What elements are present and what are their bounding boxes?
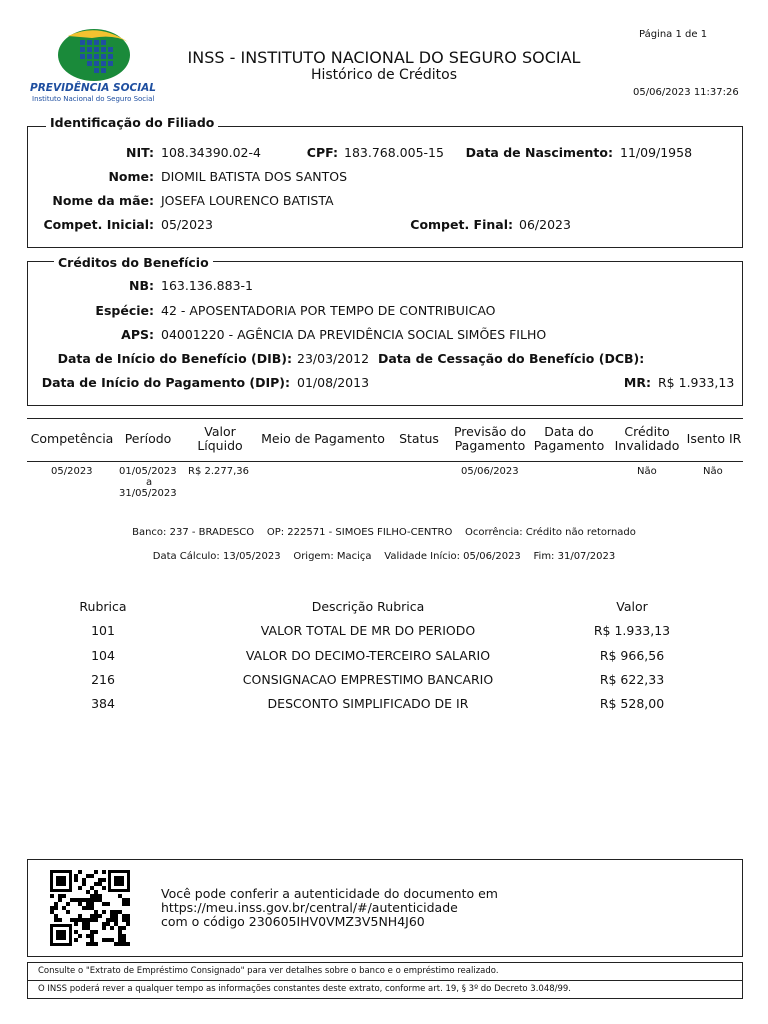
payment-info-line-1: Banco: 237 - BRADESCO OP: 222571 - SIMOES FILHO-CENTRO Ocorrência: Crédito não retornado	[132, 527, 636, 538]
col-status: Status	[399, 431, 439, 446]
rubrica-valor: R$ 528,00	[599, 696, 665, 711]
col-isento: Isento IR	[686, 431, 742, 446]
rubrica-descricao: VALOR TOTAL DE MR DO PERIODO	[260, 623, 476, 638]
col-previsao-1: Previsão do	[453, 424, 527, 439]
dib-value: 23/03/2012	[297, 351, 370, 366]
especie-label: Espécie:	[95, 303, 154, 318]
col-competencia: Competência	[30, 431, 114, 446]
rubrica-valor: R$ 966,56	[599, 648, 665, 663]
nit-label: NIT:	[126, 145, 154, 160]
mr-label: MR:	[623, 375, 651, 390]
mae-label: Nome da mãe:	[52, 193, 154, 208]
nascimento-value: 11/09/1958	[620, 145, 693, 160]
dip-value: 01/08/2013	[297, 375, 370, 390]
row-competencia: 05/2023	[51, 466, 93, 477]
col-valor-2: Líquido	[197, 438, 243, 453]
footer-note-1: Consulte o "Extrato de Empréstimo Consignado" para ver detalhes sobre o banco e o empréstimo realizado.	[38, 966, 499, 976]
logo-subtitle: Instituto Nacional do Seguro Social	[32, 95, 155, 103]
page-title: INSS - INSTITUTO NACIONAL DO SEGURO SOCIAL	[187, 48, 581, 67]
col-previsao-2: Pagamento	[454, 438, 526, 453]
table-header-rule	[27, 461, 743, 462]
rubrica-code: 101	[91, 623, 115, 638]
timestamp: 05/06/2023 11:37:26	[633, 87, 739, 98]
valor-header: Valor	[616, 599, 648, 614]
cpf-label: CPF:	[306, 145, 338, 160]
footer-divider	[27, 980, 743, 981]
row-valor: R$ 2.277,36	[188, 466, 250, 477]
dcb-label: Data de Cessação do Benefício (DCB):	[378, 351, 645, 366]
compet-final-value: 06/2023	[519, 217, 571, 232]
col-data-1: Data do	[544, 424, 594, 439]
row-isento-ir: Não	[703, 466, 723, 477]
row-credito-invalidado: Não	[637, 466, 657, 477]
col-data-2: Pagamento	[533, 438, 605, 453]
rubrica-code: 384	[91, 696, 115, 711]
nb-value: 163.136.883-1	[161, 278, 253, 293]
rubrica-descricao: DESCONTO SIMPLIFICADO DE IR	[267, 696, 469, 711]
rubrica-valor: R$ 622,33	[599, 672, 665, 687]
payment-info-line-2: Data Cálculo: 13/05/2023 Origem: Maciça Validade Início: 05/06/2023 Fim: 31/07/2023	[152, 551, 616, 562]
especie-value: 42 - APOSENTADORIA POR TEMPO DE CONTRIBUICAO	[161, 303, 496, 318]
row-periodo-fim: 31/05/2023	[119, 488, 177, 499]
aps-label: APS:	[121, 327, 154, 342]
table-top-rule	[27, 418, 743, 419]
col-valor-1: Valor	[204, 424, 236, 439]
col-credito-1: Crédito	[624, 424, 670, 439]
mr-value: R$ 1.933,13	[658, 375, 735, 390]
rubrica-code: 104	[91, 648, 115, 663]
authenticity-line-1: Você pode conferir a autenticidade do documento em	[161, 886, 498, 901]
aps-value: 04001220 - AGÊNCIA DA PREVIDÊNCIA SOCIAL SIMÕES FILHO	[161, 327, 547, 342]
rubrica-code: 216	[91, 672, 115, 687]
nome-value: DIOMIL BATISTA DOS SANTOS	[161, 169, 348, 184]
cpf-value: 183.768.005-15	[344, 145, 444, 160]
rubrica-header: Rubrica	[79, 599, 127, 614]
nascimento-label: Data de Nascimento:	[465, 145, 613, 160]
nome-label: Nome:	[108, 169, 154, 184]
compet-inicial-label: Compet. Inicial:	[43, 217, 154, 232]
nit-value: 108.34390.02-4	[161, 145, 261, 160]
col-periodo: Período	[124, 431, 172, 446]
qr-code-icon	[50, 870, 130, 946]
rubrica-descricao: VALOR DO DECIMO-TERCEIRO SALARIO	[245, 648, 491, 663]
dib-label: Data de Início do Benefício (DIB):	[57, 351, 292, 366]
dip-label: Data de Início do Pagamento (DIP):	[41, 375, 290, 390]
row-previsao: 05/06/2023	[461, 466, 519, 477]
mae-value: JOSEFA LOURENCO BATISTA	[161, 193, 334, 208]
rubrica-descricao: CONSIGNACAO EMPRESTIMO BANCARIO	[242, 672, 494, 687]
nb-label: NB:	[129, 278, 154, 293]
row-periodo-a: a	[146, 477, 153, 488]
col-meio: Meio de Pagamento	[261, 431, 385, 446]
authenticity-url[interactable]: https://meu.inss.gov.br/central/#/autenticidade	[161, 900, 458, 915]
filiado-legend: Identificação do Filiado	[46, 115, 218, 130]
page-subtitle: Histórico de Créditos	[310, 67, 458, 83]
authenticity-code: com o código 230605IHV0VMZ3V5NH4J60	[161, 914, 425, 929]
compet-final-label: Compet. Final:	[410, 217, 513, 232]
page-number: Página 1 de 1	[639, 29, 708, 40]
descricao-header: Descrição Rubrica	[311, 599, 425, 614]
rubrica-valor: R$ 1.933,13	[593, 623, 671, 638]
col-credito-2: Invalidado	[614, 438, 680, 453]
logo-brand: PREVIDÊNCIA SOCIAL	[30, 82, 156, 94]
row-periodo-inicio: 01/05/2023	[119, 466, 177, 477]
compet-inicial-value: 05/2023	[161, 217, 213, 232]
beneficio-legend: Créditos do Benefício	[54, 255, 213, 270]
footer-note-2: O INSS poderá rever a qualquer tempo as informações constantes deste extrato, conforme art. 19, § 3º do Decreto 3.048/99.	[38, 984, 572, 994]
